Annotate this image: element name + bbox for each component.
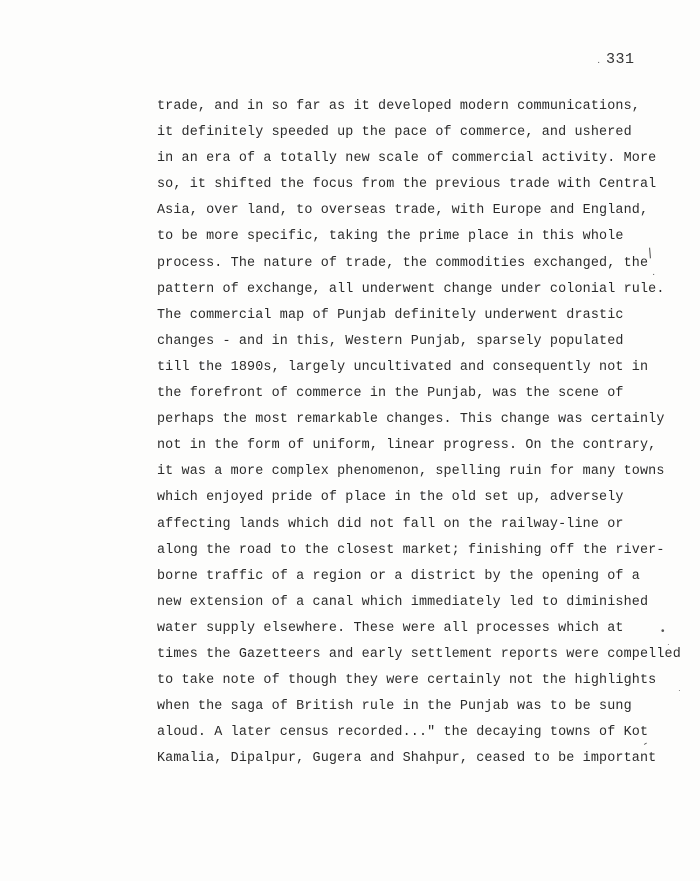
text-line: which enjoyed pride of place in the old set up, adversely: [157, 490, 624, 506]
body-paragraph: [157, 94, 681, 772]
text-line: changes - and in this, Western Punjab, sparsely populated: [157, 333, 624, 349]
text-line: till the 1890s, largely uncultivated and consequently not in: [157, 359, 649, 375]
text-line: borne traffic of a region or a district by the opening of a: [157, 568, 640, 584]
margin-mark: •: [661, 626, 665, 637]
margin-mark: ·: [652, 269, 656, 280]
text-line: the forefront of commerce in the Punjab, was the scene of: [157, 386, 624, 402]
text-line: in an era of a totally new scale of commercial activity. More: [157, 151, 657, 167]
text-line: so, it shifted the focus from the previous trade with Central: [157, 177, 657, 193]
text-line: when the saga of British rule in the Punjab was to be sung: [157, 699, 632, 715]
margin-mark: /: [645, 244, 655, 262]
text-line: pattern of exchange, all underwent change under colonial rule.: [157, 281, 665, 297]
text-line: to take note of though they were certainly not the highlights: [157, 673, 657, 689]
text-line: it definitely speeded up the pace of commerce, and ushered: [157, 125, 632, 141]
text-line: new extension of a canal which immediately led to diminished: [157, 594, 649, 610]
text-line: water supply elsewhere. These were all processes which at: [157, 620, 624, 636]
text-line: The commercial map of Punjab definitely underwent drastic: [157, 307, 624, 323]
text-line: it was a more complex phenomenon, spelling ruin for many towns: [157, 464, 665, 480]
text-line: process. The nature of trade, the commodities exchanged, the: [157, 255, 649, 271]
text-line: times the Gazetteers and early settlement reports were compelled: [157, 646, 681, 662]
text-line: Asia, over land, to overseas trade, with Europe and England,: [157, 203, 649, 219]
margin-mark: ·: [678, 686, 681, 695]
stray-mark: ·: [597, 57, 601, 68]
margin-mark: ·: [667, 640, 670, 649]
margin-mark: -: [639, 735, 651, 751]
text-line: not in the form of uniform, linear progress. On the contrary,: [157, 438, 657, 454]
text-line: perhaps the most remarkable changes. This change was certainly: [157, 412, 665, 428]
text-line: trade, and in so far as it developed modern communications,: [157, 99, 640, 114]
page-number: 331: [606, 51, 635, 68]
text-line: Kamalia, Dipalpur, Gugera and Shahpur, ceased to be important: [157, 751, 657, 767]
text-line: aloud. A later census recorded..." the decaying towns of Kot: [157, 725, 649, 741]
text-line: to be more specific, taking the prime place in this whole: [157, 229, 624, 245]
text-line: affecting lands which did not fall on the railway-line or: [157, 516, 624, 532]
text-line: along the road to the closest market; finishing off the river-: [157, 542, 665, 558]
